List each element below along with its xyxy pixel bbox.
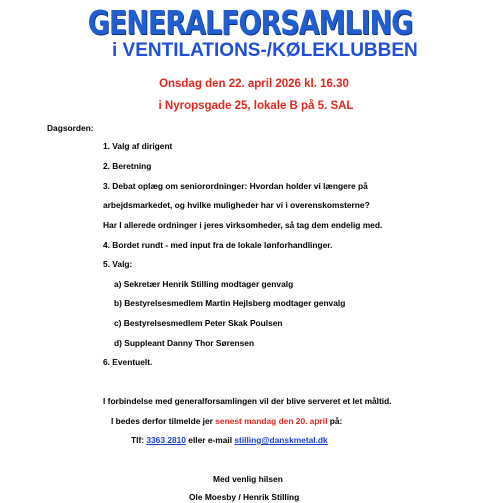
agenda-item-6: 6. Eventuelt.: [103, 357, 153, 367]
election-item-a: a) Sekretær Henrik Stilling modtager genvalg: [114, 279, 294, 289]
election-item-c: c) Bestyrelsesmedlem Peter Skak Poulsen: [114, 318, 283, 328]
election-item-b: b) Bestyrelsesmedlem Martin Hejlsberg modtager genvalg: [114, 298, 346, 308]
agenda-item-3-line-1: 3. Debat oplæg om seniorordninger: Hvordan holder vi længere på: [103, 181, 368, 191]
meal-notice: I forbindelse med generalforsamlingen vil der blive serveret et let måltid.: [103, 396, 392, 406]
signup-line: [111, 416, 342, 427]
event-date: Onsdag den 22. april 2026 kl. 16.30: [159, 78, 349, 90]
document-subtitle: i VENTILATIONS-/KØLEKLUBBEN: [112, 40, 418, 61]
agenda-item-3-line-3: Har I allerede ordninger i jeres virksomheder, så tag dem endelig med.: [103, 220, 383, 230]
event-place: i Nyropsgade 25, lokale B på 5. SAL: [158, 100, 354, 112]
agenda-heading: Dagsorden:: [47, 123, 94, 133]
election-item-d: d) Suppleant Danny Thor Sørensen: [114, 338, 255, 348]
phone-number[interactable]: 3363 2810: [146, 435, 186, 445]
signup-suffix: på:: [327, 416, 343, 426]
phone-label: Tlf:: [131, 435, 147, 445]
signup-deadline: senest mandag den 20. april: [215, 416, 328, 426]
document-title: GENERALFORSAMLING: [87, 3, 413, 42]
contact-line: [131, 435, 328, 446]
agenda-item-5: 5. Valg:: [103, 259, 133, 269]
closing-greeting: Med venlig hilsen: [213, 474, 283, 484]
signature: Ole Moesby / Henrik Stilling: [189, 492, 300, 502]
agenda-item-2: 2. Beretning: [103, 161, 152, 171]
agenda-item-4: 4. Bordet rundt - med input fra de lokale lønforhandlinger.: [103, 240, 333, 250]
email-label: eller e-mail: [185, 435, 235, 445]
signup-prefix: I bedes derfor tilmelde jer: [111, 416, 216, 426]
email-link[interactable]: stilling@danskmetal.dk: [234, 435, 328, 445]
agenda-item-3-line-2: arbejdsmarkedet, og hvilke muligheder har vi i overenskomsterne?: [103, 200, 370, 210]
agenda-item-1: 1. Valg af dirigent: [103, 141, 173, 151]
